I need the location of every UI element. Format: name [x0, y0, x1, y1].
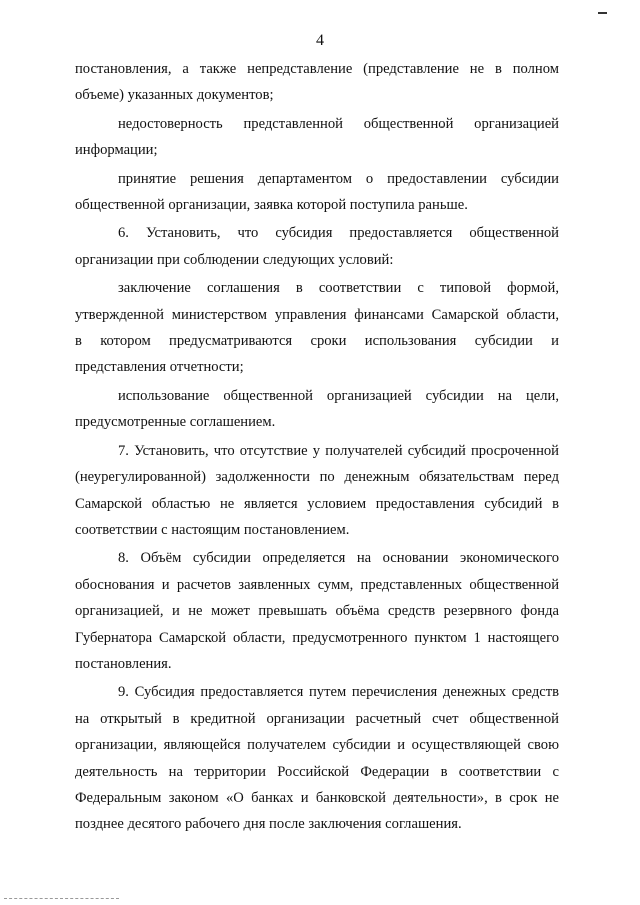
text-line: использование общественной организацией субсидии на цели, — [118, 387, 559, 404]
text-line: 6. Установить, что субсидия предоставляется общественной — [118, 225, 559, 242]
text-line: постановления, а также непредставление (представление не в полном — [75, 61, 559, 77]
text-line: предусмотренные соглашением. — [75, 414, 276, 431]
text-line: утвержденной министерством управления финансами Самарской области, — [75, 306, 559, 323]
text-line: представления отчетности; — [75, 359, 244, 376]
text-line: в котором предусматриваются сроки использования субсидии и — [75, 333, 559, 350]
text-line: информации; — [75, 142, 158, 159]
text-line: постановления. — [75, 655, 172, 672]
text-line: 9. Субсидия предоставляется путем перечисления денежных средств — [118, 684, 559, 701]
scan-mark — [598, 12, 607, 14]
text-line: 8. Объём субсидии определяется на основании экономического — [118, 550, 559, 567]
text-line: Губернатора Самарской области, предусмотренного пунктом 1 настоящего — [75, 629, 559, 646]
page-number: 4 — [316, 32, 324, 49]
text-line: обоснования и расчетов заявленных сумм, представленных общественной — [75, 576, 559, 593]
text-line: 7. Установить, что отсутствие у получателей субсидий просроченной — [118, 442, 559, 459]
text-line: Самарской областью не является условием предоставления субсидий в — [75, 495, 559, 512]
text-line: позднее десятого рабочего дня после заключения соглашения. — [75, 816, 462, 833]
text-line: организации, являющейся получателем субсидии и осуществляющей свою — [75, 737, 559, 754]
text-line: недостоверность представленной общественной организацией — [118, 115, 559, 132]
text-line: принятие решения департаментом о предоставлении субсидии — [118, 170, 559, 187]
text-line: объеме) указанных документов; — [75, 87, 274, 104]
text-line: общественной организации, заявка которой поступила раньше. — [75, 197, 468, 214]
text-line: организации при соблюдении следующих условий: — [75, 251, 394, 268]
scan-edge-line — [4, 898, 119, 900]
text-line: соответствии с настоящим постановлением. — [75, 521, 350, 538]
text-line: Федеральным законом «О банках и банковской деятельности», в срок не — [75, 789, 559, 806]
text-line: (неурегулированной) задолженности по денежным обязательствам перед — [75, 469, 559, 486]
text-line: деятельность на территории Российской Федерации в соответствии с — [75, 763, 559, 780]
text-line: организацией, и не может превышать объёма средств резервного фонда — [75, 603, 559, 620]
text-line: заключение соглашения в соответствии с типовой формой, — [118, 280, 559, 297]
document-body — [75, 56, 559, 838]
text-line: на открытый в кредитной организации расчетный счет общественной — [75, 710, 559, 727]
